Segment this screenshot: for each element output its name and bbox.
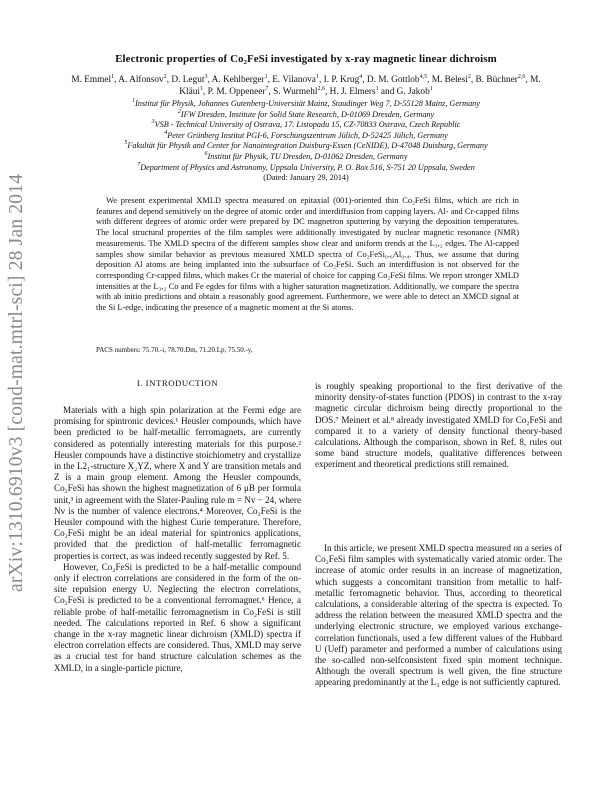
author-name: S. Wurmehl$^{2,6}$: [273, 86, 325, 97]
paragraph: Materials with a high spin polarization at the Fermi edge are promising for spintronic devices.¹ Heusler compounds, which have been predicted to be half-metallic ferromagnets, are currently considered as potentially interesting materials for this purpose.² Heusler compounds have a distinctive stoichiometry and crystallize in the L2₁-structure X₂YZ, where X and Y are transition metals and Z is a main group element. Among the Heusler compounds, Co₂FeSi has shown the highest magnetization of 6 μB per formula unit,³ in agreement with the Slater-Pauling rule m = Nv − 24, where Nv is the number of valence electrons.⁴ Moreover, Co₂FeSi is the Heusler compound with the highest Curie temperature. Therefore, Co₂FeSi might be an ideal material for spintronics applications, provided that the prediction of half-metallic ferromagnetic properties is correct, as was indeed recently suggested by Ref. 5.: [54, 405, 301, 561]
pacs-numbers: PACS numbers: 75.70.-i, 78.70.Dm, 71.20.Lp, 75.50.-y,: [96, 346, 253, 354]
affiliation-number: 5: [124, 140, 128, 147]
author-affiliation-marker: 2: [467, 74, 471, 80]
affiliation-list: [50, 99, 562, 184]
affiliation: $^7$Department of Physics and Astronomy, Uppsala University, P. O. Box 516, S-751 20 Uppsala, Sweden: [137, 161, 475, 172]
arxiv-identifier-stamp: arXiv:1310.6910v3 [cond-mat.mtrl-sci] 28 Jan 2014: [6, 173, 27, 592]
affiliation: $^6$Institut für Physik, TU Dresden, D-01062 Dresden, Germany: [204, 150, 408, 161]
author-affiliation-marker: 1: [429, 86, 433, 92]
author-affiliation-marker: 2,6: [317, 86, 325, 92]
author-affiliation-marker: 2,6: [517, 74, 526, 80]
date-line: (Dated: January 29, 2014): [263, 173, 349, 183]
author-name: H. J. Elmers$^1$: [329, 86, 379, 97]
author-name: D. M. Gottlob$^{4,5}$: [366, 74, 428, 85]
affiliation-number: 3: [151, 119, 155, 126]
left-column: [54, 405, 301, 674]
paragraph: In this article, we present XMLD spectra measured on a series of Co₂FeSi film samples with systematically varied atomic order. The increase of atomic order results in an increase of magnetization, which suggests a concomitant transition from metallic to half-metallic ferromagnetic behavior. Thus, according to theoretical calculations, a considerable altering of the spectra is expected. To address the relation between the measured XMLD spectra and the underlying electronic structure, we employed various exchange-correlation functionals, used a few different values of the Hubbard U (Ueff) parameter and performed a number of calculations using the so-called non-selfconsistent fixed spin moment technique. Although the overall spectrum is well given, the fine structure appearing predominantly at the L₃ edge is not sufficiently captured.: [315, 543, 562, 688]
author-affiliation-marker: 1: [111, 74, 115, 80]
author-affiliation-marker: 1: [199, 86, 203, 92]
affiliation: $^5$Fakultät für Physik and Center for Nanointegration Duisburg-Essen (CeNIDE), D-47048 Duisburg, Germany: [124, 140, 488, 151]
author-name: P. M. Oppeneer$^7$: [207, 86, 269, 97]
abstract: We present experimental XMLD spectra measured on epitaxial (001)-oriented thin Co₂FeSi films, which are rich in features and depend sensitively on the degree of atomic order and interdiffusion from capping layers. Al- and Cr-capped films with different degrees of atomic order were prepared by DC magnetron sputtering by varying the deposition temperatures. The local structural properties of the film samples were additionally investigated by nuclear magnetic resonance (NMR) measurements. The XMLD spectra of the different samples show clear and uniform trends at the L₃,₂ edges. The Al-capped samples show similar behavior as previous measured XMLD spectra of Co₂FeSi₀.₆Al₀.₄. Thus, we assume that during deposition Al atoms are being implanted into the subsurface of Co₂FeSi. Such an interdiffusion is not observed for the corresponding Cr-capped films, which makes Cr the material of choice for capping Co₂FeSi films. We report stronger XMLD intensities at the L₃,₂ Co and Fe egdes for films with a higher saturation magnetization. Additionally, we compare the spectra with ab initio predictions and obtain a reasonably good agreement. Furthermore, we were able to detect an XMCD signal at the Si L-edge, indicating the presence of a magnetic moment at the Si atoms.: [96, 196, 519, 313]
affiliation-number: 1: [132, 98, 136, 104]
right-column-bottom: [315, 543, 562, 689]
paragraph: However, Co₂FeSi is predicted to be a half-metallic compound only if electron correlations are considered in the form of the on-site repulsion energy U. Neglecting the electron correlations, Co₂FeSi is predicted to be a conventional ferromagnet.⁶ Hence, a reliable probe of half-metallic ferromagnetism in Co₂FeSi is still needed. The calculations reported in Ref. 6 show a significant change in the x-ray magnetic linear dichroism (XMLD) spectra if electron correlation effects are considered. Thus, XMLD may serve as a crucial test for band structure calculation schemes as the XMLD, in a single-particle picture,: [54, 561, 301, 673]
paragraph: is roughly speaking proportional to the first derivative of the minority density-of-states function (PDOS) in contrast to the x-ray magnetic circular dichroism being directly proportional to the DOS.⁷ Meinert et al.⁸ already investigated XMLD for Co₂FeSi and compared it to a variety of density functional theory-based calculations. Although the comparison, shown in Ref. 8, rules out some band structure models, qualitative differences between experiment and theoretical predictions still remained.: [315, 381, 562, 470]
affiliation: $^4$Peter Grünberg Institut PGI-6, Forschungszentrum Jülich, D-52425 Jülich, Germany: [164, 129, 448, 140]
author-name: A. Kehlberger$^1$: [211, 74, 268, 85]
paper-title: Electronic properties of Co₂FeSi investigated by x-ray magnetic linear dichroism: [115, 53, 497, 65]
author-name: M. Belesi$^2$: [431, 74, 471, 85]
affiliation-number: 4: [164, 129, 168, 136]
section-heading-introduction: I. INTRODUCTION: [136, 378, 219, 388]
right-column-top: [315, 381, 562, 471]
author-name: D. Legut$^3$: [171, 74, 208, 85]
author-name: A. Alfonsov$^2$: [118, 74, 167, 85]
author-affiliation-marker: 4,5: [419, 74, 428, 80]
affiliation: $^1$Institut für Physik, Johannes Gutenberg-Universität Mainz, Staudinger Weg 7, D-55128 Mainz, Germany: [132, 98, 480, 108]
author-name: I. P. Krug$^4$: [323, 74, 363, 85]
author-affiliation-marker: 1: [375, 86, 379, 92]
affiliation-number: 2: [177, 108, 181, 115]
author-affiliation-marker: 2: [163, 74, 167, 80]
affiliation-number: 7: [137, 161, 141, 168]
author-affiliation-marker: 7: [265, 86, 269, 92]
affiliation: $^3$VSB - Technical University of Ostrava, 17. Listopadu 15, CZ-70833 Ostrava, Czech Republic: [151, 119, 461, 130]
author-name: M. Kläui$^1$: [179, 75, 541, 97]
author-affiliation-marker: 3: [204, 74, 208, 80]
author-name: M. Emmel$^1$: [71, 74, 115, 85]
author-name: and G. Jakob$^1$: [380, 86, 433, 97]
author-affiliation-marker: 4: [359, 74, 363, 80]
author-affiliation-marker: 1: [315, 74, 319, 80]
affiliation: $^2$IFW Dresden, Institute for Solid State Research, D-01069 Dresden, Germany: [177, 108, 435, 119]
author-list: M. Emmel$^1$, A. Alfonsov$^2$, D. Legut$^3$, A. Kehlberger$^1$, E. Vilanova$^1$, I. P. Krug$^4$, D. M. Gottlob$^{4,5}$, M. Belesi$^2$, B. Büchner$^{2,6}$, M. Kläui$^1$, P. M. Oppeneer$^7$, S. Wurmehl$^{2,6}$, H. J. Elmers$^1$ and G. Jakob$^1$: [71, 74, 541, 97]
affiliation-number: 6: [204, 150, 208, 157]
author-name: B. Büchner$^{2,6}$: [475, 74, 526, 85]
author-affiliation-marker: 1: [264, 74, 268, 80]
author-name: E. Vilanova$^1$: [272, 74, 319, 85]
